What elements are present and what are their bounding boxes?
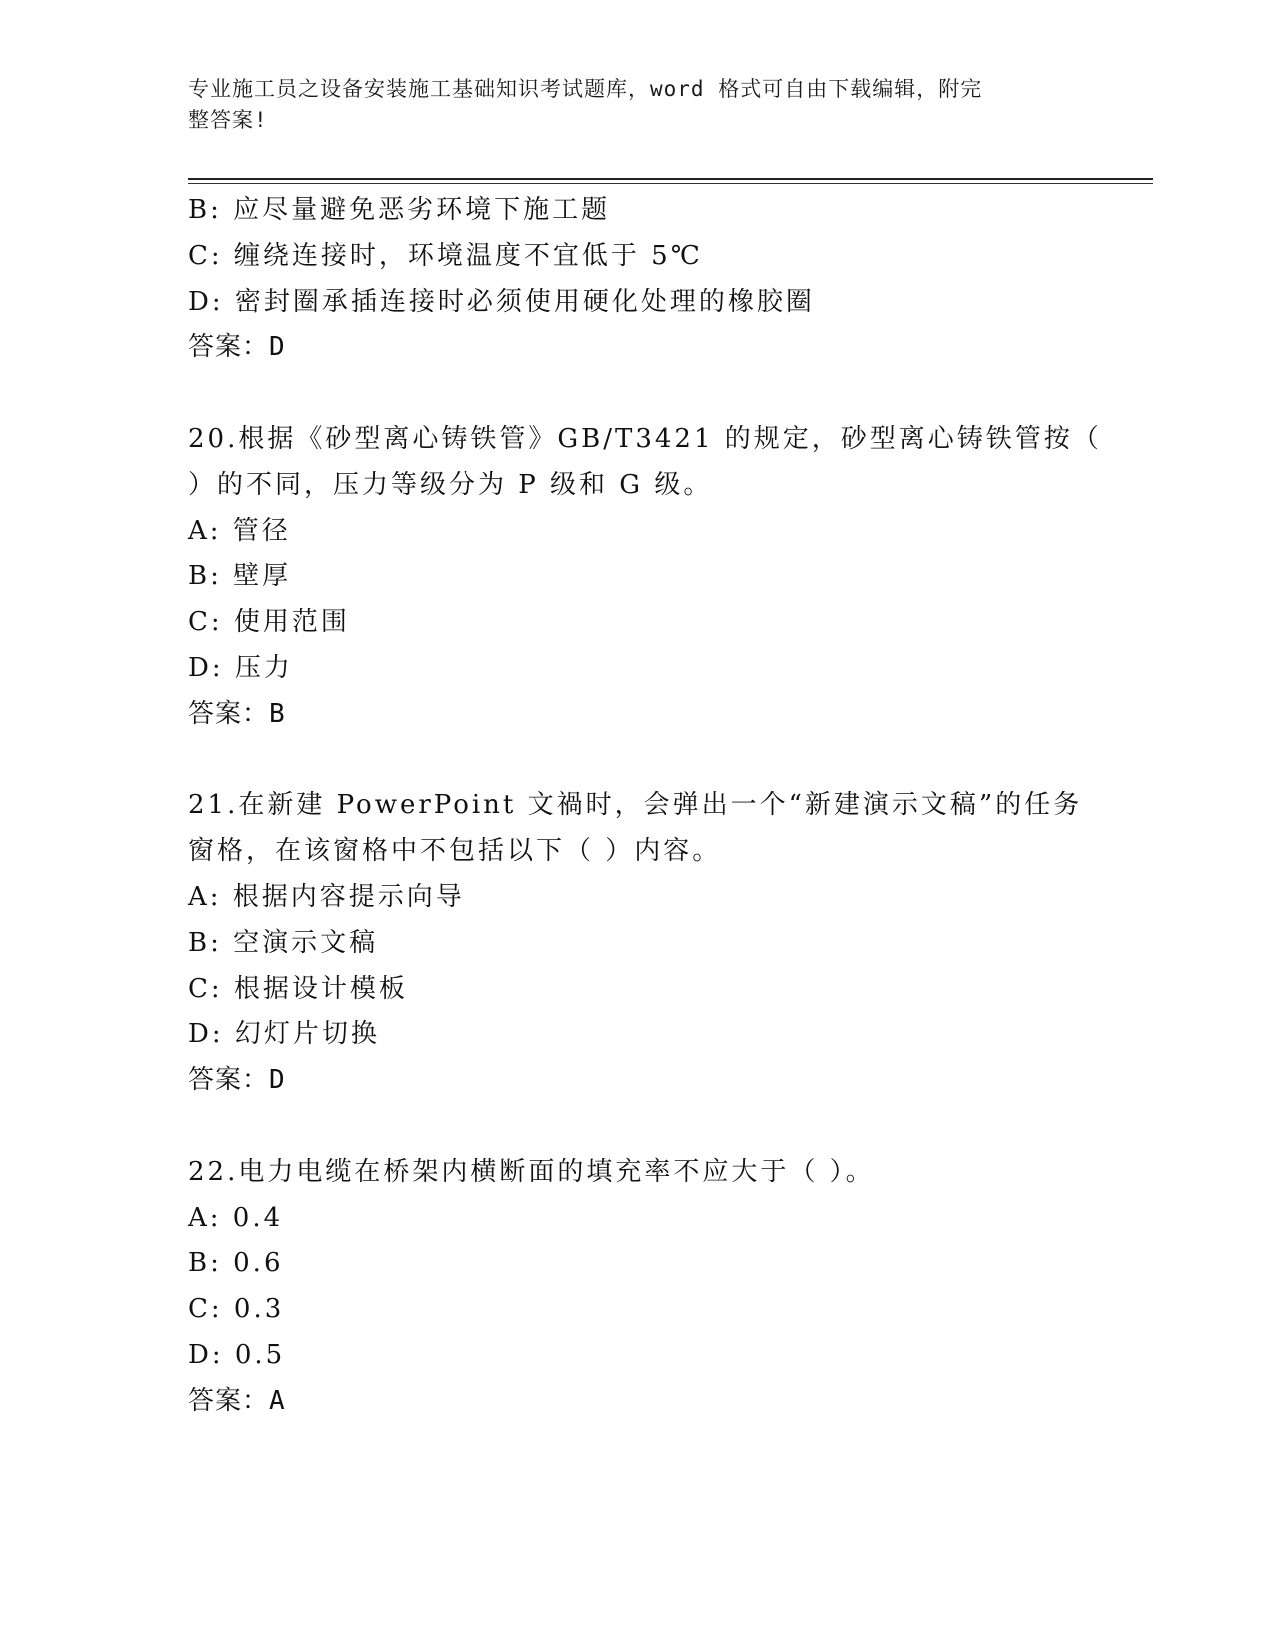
question-20-option-d: D: 压力	[188, 652, 293, 683]
question-20-stem-line-2: ）的不同，压力等级分为 P 级和 G 级。	[188, 469, 713, 500]
question-22-stem: 22.电力电缆在桥架内横断面的填充率不应大于（ ）。	[188, 1156, 875, 1187]
question-22-answer: 答案：A	[188, 1385, 286, 1416]
header-line-1: 专业施工员之设备安装施工基础知识考试题库，word 格式可自由下载编辑，附完	[188, 77, 983, 101]
question-22-option-c: C: 0.3	[188, 1294, 285, 1325]
question-20-answer: 答案：B	[188, 698, 286, 729]
question-21-stem-line-2: 窗格，在该窗格中不包括以下（ ）内容。	[188, 836, 722, 867]
question-21-answer: 答案：D	[188, 1065, 286, 1096]
question-19-option-b: B: 应尽量避免恶劣环境下施工题	[188, 195, 611, 225]
question-22-option-b: B: 0.6	[188, 1248, 284, 1279]
question-21	[188, 783, 1088, 1104]
question-19-continued	[188, 188, 1088, 371]
question-19-answer: 答案：D	[188, 332, 286, 363]
question-22-option-a: A: 0.4	[188, 1202, 284, 1233]
question-19-option-d: D: 密封圈承插连接时必须使用硬化处理的橡胶圈	[188, 286, 815, 317]
question-21-stem-line-1: 21.在新建 PowerPoint 文禍时，会弹出一个“新建演示文稿”的任务	[188, 790, 1083, 821]
document-header	[188, 74, 1068, 136]
header-divider-thin	[188, 183, 1153, 184]
question-19-option-c: C: 缠绕连接时，环境温度不宜低于 5℃	[188, 240, 703, 271]
question-22-option-d: D: 0.5	[188, 1339, 286, 1370]
question-22	[188, 1150, 1088, 1425]
question-20-option-c: C: 使用范围	[188, 607, 350, 638]
document-body	[188, 188, 1102, 1425]
spacer	[188, 371, 1088, 417]
question-21-option-a: A: 根据内容提示向导	[188, 881, 465, 912]
question-21-option-c: C: 根据设计模板	[188, 973, 408, 1004]
header-divider-thick	[188, 178, 1153, 180]
spacer	[188, 1104, 1088, 1150]
spacer	[188, 738, 1088, 784]
question-21-option-b: B: 空演示文稿	[188, 927, 379, 958]
question-20-option-b: B: 壁厚	[188, 561, 292, 592]
question-20-stem-line-1: 20.根据《砂型离心铸铁管》GB/T3421 的规定，砂型离心铸铁管按（	[188, 423, 1102, 454]
question-20-option-a: A: 管径	[188, 515, 291, 546]
question-21-option-d: D: 幻灯片切换	[188, 1019, 380, 1050]
question-20	[188, 417, 1102, 738]
header-line-2: 整答案!	[188, 108, 268, 132]
